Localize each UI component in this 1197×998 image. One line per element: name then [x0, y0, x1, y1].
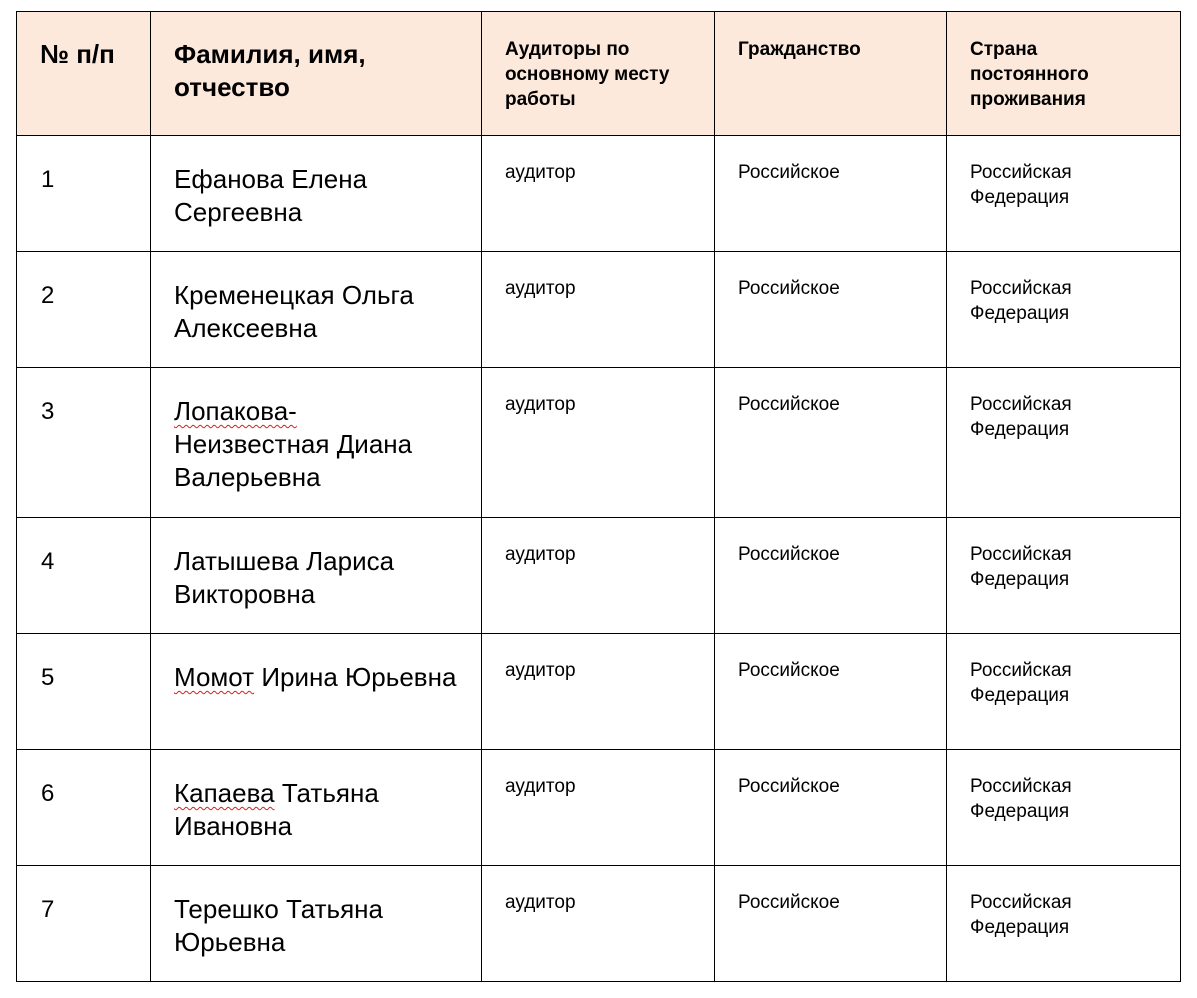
- table-row: [17, 368, 1181, 518]
- row-name-cell: [151, 634, 482, 750]
- row-given-names: Татьяна Юрьевна: [174, 894, 383, 957]
- table-header-row: [17, 12, 1181, 136]
- row-name-cell: [151, 252, 482, 368]
- row-name-cell: [151, 518, 482, 634]
- row-number-cell: 1: [17, 136, 151, 252]
- row-number-cell: 4: [17, 518, 151, 634]
- row-citizenship-cell: Российское: [715, 866, 947, 982]
- auditors-table: [16, 11, 1181, 982]
- row-surname: Лопакова-: [174, 396, 297, 426]
- table-row: [17, 866, 1181, 982]
- row-role-cell: аудитор: [482, 634, 715, 750]
- row-given-names: Елена Сергеевна: [174, 164, 368, 227]
- table-row: [17, 750, 1181, 866]
- row-surname: Капаева: [174, 778, 275, 808]
- row-citizenship-cell: Российское: [715, 136, 947, 252]
- row-role-cell: аудитор: [482, 136, 715, 252]
- row-citizenship-cell: Российское: [715, 252, 947, 368]
- row-given-names: Ольга Алексеевна: [174, 280, 414, 343]
- row-country-cell: Российская Федерация: [947, 518, 1181, 634]
- row-number-cell: 2: [17, 252, 151, 368]
- table-row: [17, 252, 1181, 368]
- table-row: [17, 518, 1181, 634]
- row-surname: Терешко: [174, 894, 279, 924]
- row-name-cell: [151, 368, 482, 518]
- table-row: [17, 136, 1181, 252]
- header-residence-country: Страна постоянного проживания: [947, 12, 1181, 136]
- row-name-cell: [151, 136, 482, 252]
- row-surname: Ефанова: [174, 164, 284, 194]
- row-role-cell: аудитор: [482, 866, 715, 982]
- row-country-cell: Российская Федерация: [947, 634, 1181, 750]
- row-given-names: Лариса Викторовна: [174, 546, 395, 609]
- row-number-cell: 3: [17, 368, 151, 518]
- row-name-cell: [151, 750, 482, 866]
- row-surname: Латышева: [174, 546, 299, 576]
- row-country-cell: Российская Федерация: [947, 252, 1181, 368]
- row-citizenship-cell: Российское: [715, 634, 947, 750]
- row-number-cell: 5: [17, 634, 151, 750]
- header-full-name: Фамилия, имя, отчество: [151, 12, 482, 136]
- row-role-cell: аудитор: [482, 750, 715, 866]
- header-citizenship: Гражданство: [715, 12, 947, 136]
- row-given-names: Татьяна Ивановна: [174, 778, 379, 841]
- row-given-names: Неизвестная Диана Валерьевна: [174, 429, 413, 492]
- table-row: [17, 634, 1181, 750]
- row-citizenship-cell: Российское: [715, 518, 947, 634]
- row-surname: Кременецкая: [174, 280, 335, 310]
- row-country-cell: Российская Федерация: [947, 368, 1181, 518]
- row-number-cell: 7: [17, 866, 151, 982]
- row-given-names: Ирина Юрьевна: [261, 662, 457, 692]
- header-number: № п/п: [17, 12, 151, 136]
- row-citizenship-cell: Российское: [715, 750, 947, 866]
- row-role-cell: аудитор: [482, 252, 715, 368]
- row-citizenship-cell: Российское: [715, 368, 947, 518]
- row-country-cell: Российская Федерация: [947, 750, 1181, 866]
- row-country-cell: Российская Федерация: [947, 136, 1181, 252]
- row-role-cell: аудитор: [482, 518, 715, 634]
- row-role-cell: аудитор: [482, 368, 715, 518]
- row-surname: Момот: [174, 662, 255, 692]
- header-auditors: Аудиторы по основному месту работы: [482, 12, 715, 136]
- row-number-cell: 6: [17, 750, 151, 866]
- row-name-cell: [151, 866, 482, 982]
- row-country-cell: Российская Федерация: [947, 866, 1181, 982]
